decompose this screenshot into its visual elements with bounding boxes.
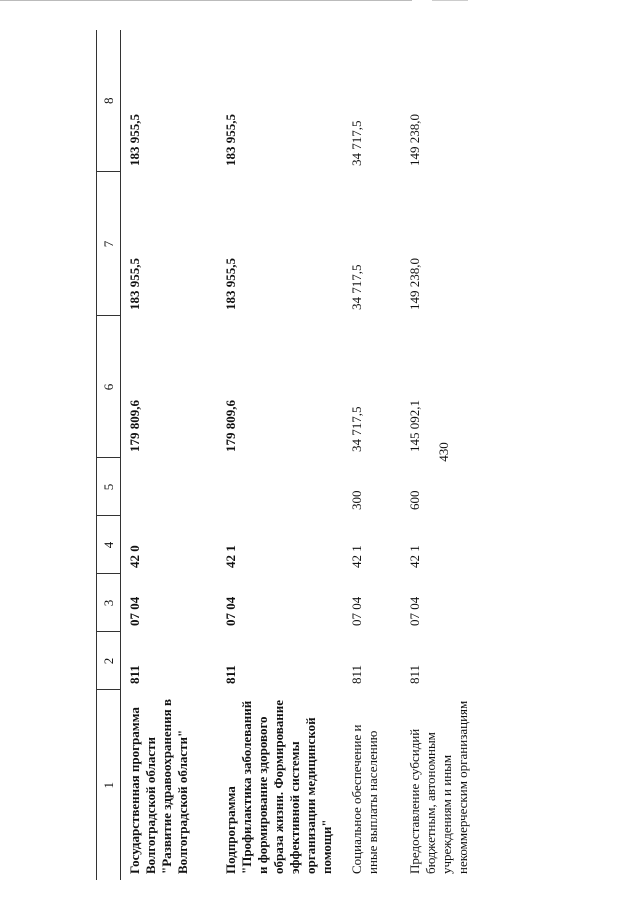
table-row <box>121 30 218 880</box>
row-sum-col7: 183 955,5 <box>127 258 142 310</box>
row-name: Государственная программа Волгоградской области "Развитие здравоохранения в Волгоградской области" <box>127 699 190 874</box>
row-sum-col7: 183 955,5 <box>223 258 238 310</box>
row-sum-col8: 149 238,0 <box>407 114 422 166</box>
col-header-2: 2 <box>97 632 121 690</box>
row-sum-col7: 34 717,5 <box>349 264 364 310</box>
row-vr <box>217 458 343 516</box>
row-csr: 42 1 <box>349 545 364 568</box>
row-sum-col8: 183 955,5 <box>223 114 238 166</box>
row-sum-col7: 149 238,0 <box>407 258 422 310</box>
row-rz-pr: 07 04 <box>127 596 142 626</box>
row-sum-col6: 145 092,1 <box>407 400 422 452</box>
row-ved: 811 <box>127 665 142 684</box>
page-number: 430 <box>436 442 451 462</box>
row-name: Социальное обеспечение и иные выплаты населению <box>349 724 380 874</box>
row-csr: 42 1 <box>223 545 238 568</box>
top-mark <box>432 0 468 1</box>
col-header-7: 7 <box>97 172 121 316</box>
col-header-8: 8 <box>97 30 121 172</box>
row-rz-pr: 07 04 <box>223 596 238 626</box>
row-name: Предоставление субсидий бюджетным, автономным учреждениям и иным некоммерческим организациям <box>407 700 470 874</box>
row-rz-pr: 07 04 <box>349 596 364 626</box>
row-sum-col8: 34 717,5 <box>349 120 364 166</box>
table-row <box>217 30 343 880</box>
col-header-5: 5 <box>97 458 121 516</box>
row-vr <box>121 458 218 516</box>
row-ved: 811 <box>407 664 422 684</box>
row-sum-col6: 34 717,5 <box>349 406 364 452</box>
budget-table <box>96 30 497 880</box>
rotated-table-container <box>96 30 640 880</box>
row-csr: 42 1 <box>407 545 422 568</box>
col-header-1: 1 <box>97 690 121 880</box>
table-row <box>343 30 401 880</box>
row-sum-col8: 183 955,5 <box>127 114 142 166</box>
row-rz-pr: 07 04 <box>407 596 422 626</box>
header-row <box>97 30 121 880</box>
row-ved: 811 <box>349 664 364 684</box>
col-header-3: 3 <box>97 574 121 632</box>
top-rule <box>0 0 412 1</box>
row-sum-col6: 179 809,6 <box>223 400 238 452</box>
row-name: Подпрограмма "Профилактика заболеваний и формирование здорового образа жизни. Формирование эффективной системы организации медицинской помощи" <box>223 699 334 874</box>
row-sum-col6: 179 809,6 <box>127 400 142 452</box>
row-vr: 600 <box>407 490 422 510</box>
col-header-4: 4 <box>97 516 121 574</box>
col-header-6: 6 <box>97 316 121 458</box>
row-vr: 300 <box>349 490 364 510</box>
table-row <box>401 30 497 880</box>
row-csr: 42 0 <box>127 545 142 568</box>
row-ved: 811 <box>223 665 238 684</box>
